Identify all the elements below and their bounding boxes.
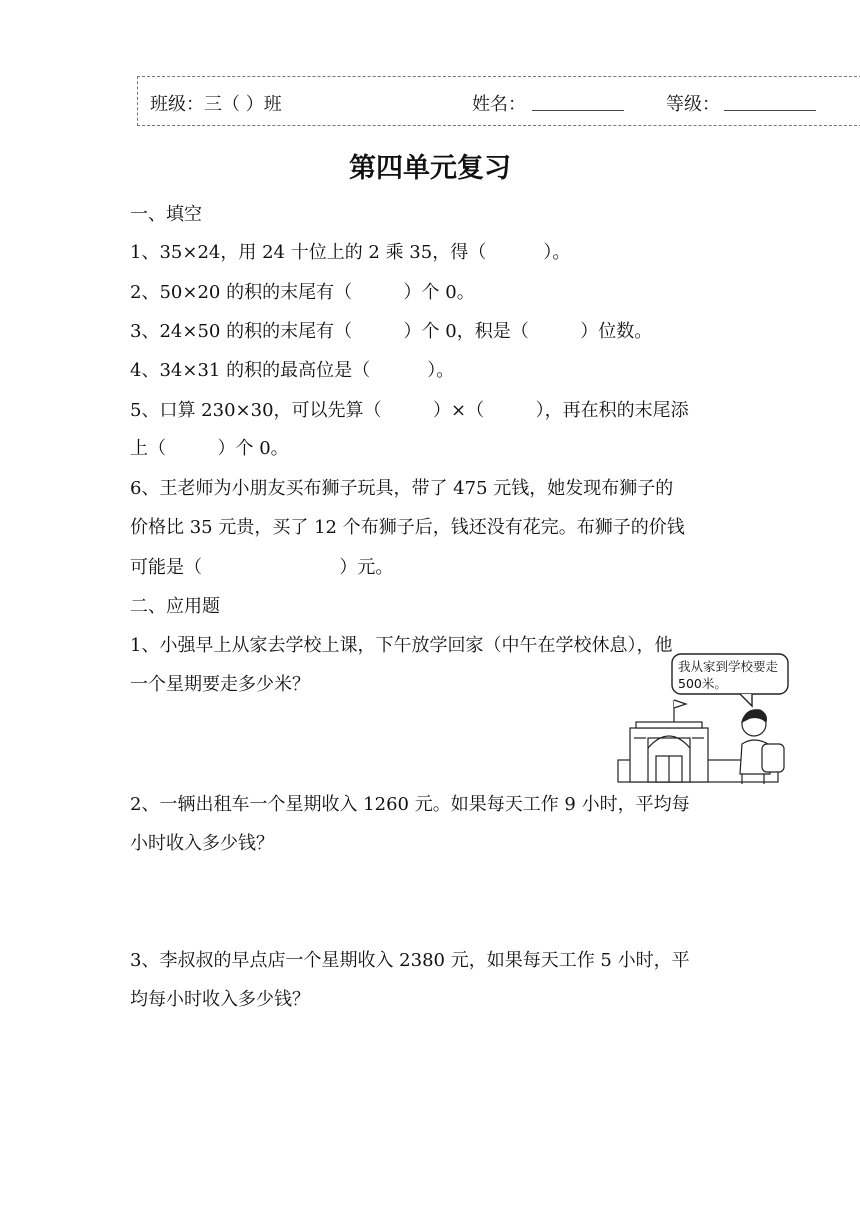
- page-title: 第四单元复习: [349, 153, 511, 184]
- word-problem-line: 2、一辆出租车一个星期收入 1260 元。如果每天工作 9 小时，平均每: [130, 794, 690, 815]
- question-line: 可能是（ ）元。: [130, 557, 394, 578]
- name-blank[interactable]: [532, 110, 624, 111]
- section-heading-fill-blank: 一、填空: [130, 204, 202, 225]
- name-label: 姓名：: [472, 94, 526, 115]
- speech-bubble-line: 500米。: [678, 676, 727, 691]
- question-line: 上（ ）个 0。: [130, 438, 289, 459]
- word-problem-line: 一个星期要走多少米？: [130, 674, 310, 695]
- grade-blank[interactable]: [724, 110, 816, 111]
- question-line: 价格比 35 元贵，买了 12 个布狮子后，钱还没有花完。布狮子的价钱: [130, 517, 685, 538]
- word-problem-line: 3、李叔叔的早点店一个星期收入 2380 元，如果每天工作 5 小时，平: [130, 950, 690, 971]
- question-line: 4、34×31 的积的最高位是（ ）。: [130, 360, 455, 381]
- speech-bubble-line: 我从家到学校要走: [678, 659, 779, 674]
- question-line: 6、王老师为小朋友买布狮子玩具，带了 475 元钱，她发现布狮子的: [130, 478, 674, 499]
- question-line: 3、24×50 的积的末尾有（ ）个 0，积是（ ）位数。: [130, 321, 653, 342]
- word-problem-line: 均每小时收入多少钱？: [130, 989, 310, 1010]
- section-heading-word-problems: 二、应用题: [130, 596, 220, 617]
- school-illustration: [612, 652, 792, 788]
- class-label: 班级：三（ ）班: [150, 94, 282, 115]
- grade-label: 等级：: [666, 94, 720, 115]
- word-problem-line: 小时收入多少钱？: [130, 833, 274, 854]
- word-problem-line: 1、小强早上从家去学校上课，下午放学回家（中午在学校休息），他: [130, 635, 673, 656]
- question-line: 2、50×20 的积的末尾有（ ）个 0。: [130, 282, 475, 303]
- question-line: 1、35×24，用 24 十位上的 2 乘 35，得（ ）。: [130, 242, 571, 263]
- question-line: 5、口算 230×30，可以先算（ ）×（ ），再在积的末尾添: [130, 400, 689, 421]
